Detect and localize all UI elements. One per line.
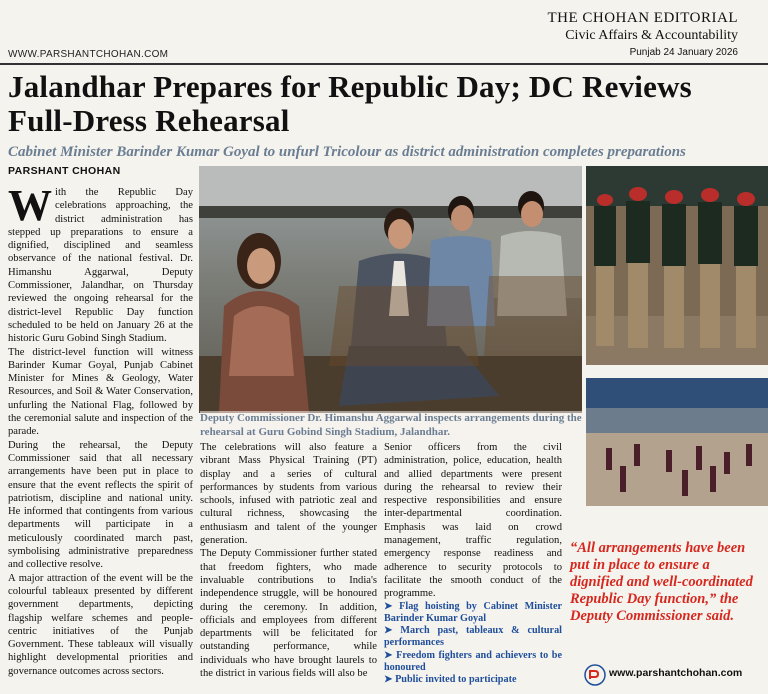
website-url[interactable]: WWW.PARSHANTCHOHAN.COM bbox=[8, 49, 169, 60]
edition-date: Punjab 24 January 2026 bbox=[629, 47, 738, 58]
deck: Cabinet Minister Barinder Kumar Goyal to unfurl Tricolour as district administration completes preparations bbox=[8, 144, 686, 160]
masthead bbox=[0, 0, 768, 62]
main-photo bbox=[199, 166, 582, 413]
footer-website[interactable]: www.parshantchohan.com bbox=[609, 667, 743, 679]
headline-line-2: Full-Dress Rehearsal bbox=[8, 103, 290, 138]
paragraph: The Deputy Commissioner further stated that freedom fighters, who made invaluable contributions to India's independence struggle, will be honoured during the ceremony. In addition, officials and employees from different departments will be felicitated for outstanding performance, while individuals who have brought laurels to the district in various fields will also be bbox=[200, 548, 377, 680]
masthead-divider bbox=[0, 63, 768, 65]
article-column-2 bbox=[200, 441, 377, 680]
list-item: ➤ Flag hoisting by Cabinet Minister Barinder Kumar Goyal bbox=[384, 600, 562, 624]
publication-tagline: Civic Affairs & Accountability bbox=[565, 28, 738, 43]
headline-line-1: Jalandhar Prepares for Republic Day; DC Reviews bbox=[8, 69, 692, 104]
march-past-photo bbox=[586, 166, 768, 365]
paragraph: During the rehearsal, the Deputy Commissioner said that all necessary arrangements have been put in place to ensure that the event reflects the spirit of patriotism, discipline and national unity. He informed that contingents from various departments will participate in a meticulously coordinated march past, symbolising administrative preparedness and collective resolve. bbox=[8, 439, 193, 571]
paragraph: Senior officers from the civil administration, police, education, health and allied departments were present during the rehearsal to review their respective responsibilities and ensure inter-departmental coordination. Emphasis was laid on crowd management, traffic regulation, emergency response readiness and adherence to security protocols to facilitate the smooth conduct of the programme. bbox=[384, 442, 562, 600]
article-column-1 bbox=[8, 181, 193, 678]
drop-cap: W bbox=[8, 181, 52, 230]
publication-brand bbox=[547, 10, 738, 61]
paragraph: The district-level function will witness Barinder Kumar Goyal, Punjab Cabinet Minister for Mines & Geology, Water Resources, and Soil & Water Conservation, unfurling the National Flag, followed by the ceremonial salute and inspection of the parade. bbox=[8, 346, 193, 438]
byline: PARSHANT CHOHAN bbox=[8, 165, 121, 177]
pull-quote: “All arrangements have been put in place to ensure a dignified and well-coordinated Republic Day function,” the Deputy Commissioner said. bbox=[570, 540, 753, 624]
paragraph: The celebrations will also feature a vibrant Mass Physical Training (PT) display and a series of cultural performances by students from various schools, infused with patriotic zeal and cultural richness, showcasing the enthusiasm and talent of the younger generation. bbox=[200, 442, 377, 547]
site-logo-icon bbox=[584, 664, 606, 686]
highlights-list bbox=[384, 601, 562, 687]
pt-display-photo bbox=[586, 378, 768, 506]
paragraph: A major attraction of the event will be the colourful tableaux presented by different government departments, depicting flagship welfare schemes and people-centric initiatives of the Punjab Government. These tableaux will visually highlight developmental priorities and governance outcomes across sectors. bbox=[8, 572, 193, 677]
paragraph: With the Republic Day celebrations approaching, the district administration has stepped up preparations to ensure a dignified, disciplined and seamless observance of the national festival. Dr. Himanshu Aggarwal, Deputy Commissioner, Jalandhar, on Thursday reviewed the ongoing rehearsal for the district-level Republic Day function scheduled to be held on January 26 at the historic Guru Gobind Singh Stadium. bbox=[8, 181, 193, 345]
list-item: ➤ Public invited to participate bbox=[384, 674, 517, 686]
list-item: ➤ Freedom fighters and achievers to be honoured bbox=[384, 649, 562, 674]
headline bbox=[8, 70, 758, 138]
article-column-3 bbox=[384, 441, 562, 687]
publication-title: THE CHOHAN EDITORIAL bbox=[547, 10, 738, 26]
photo-caption: Deputy Commissioner Dr. Himanshu Aggarwal inspects arrangements during the rehearsal at Guru Gobind Singh Stadium, Jalandhar. bbox=[200, 411, 584, 439]
list-item: ➤ March past, tableaux & cultural performances bbox=[384, 625, 562, 649]
